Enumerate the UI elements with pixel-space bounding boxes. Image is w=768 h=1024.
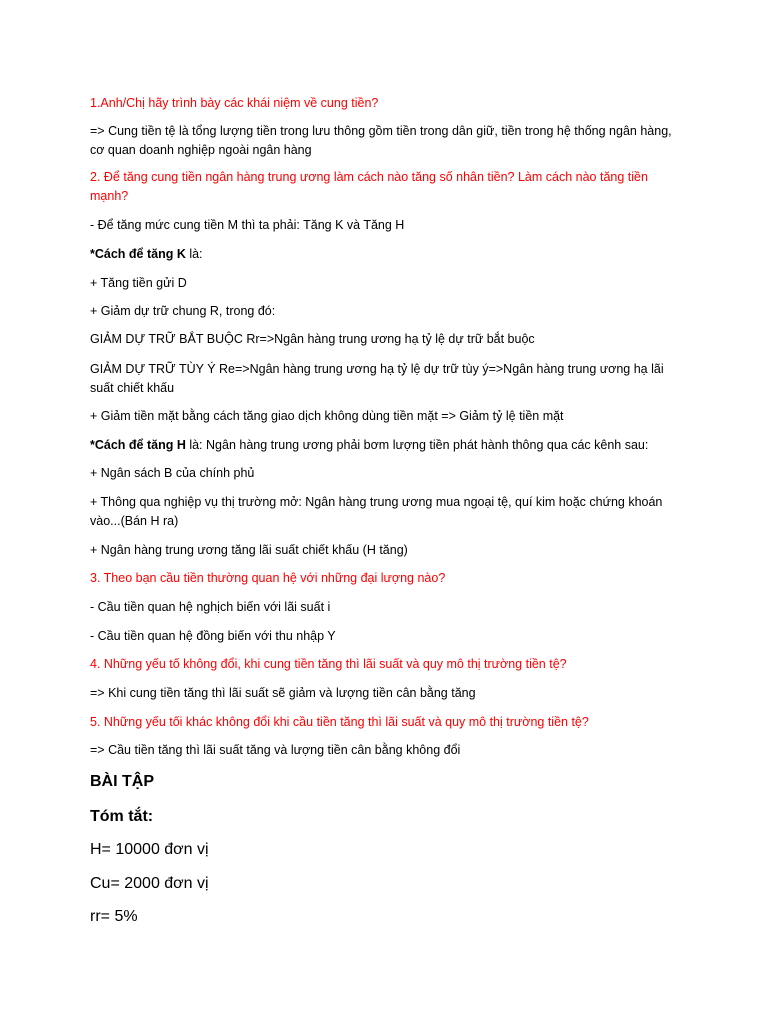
question-5: 5. Những yếu tối khác không đổi khi cầu tiền tăng thì lãi suất và quy mô thị trường tiền tệ? <box>90 715 589 729</box>
summary-title: Tóm tắt: <box>90 808 154 825</box>
question-4: 4. Những yếu tố không đổi, khi cung tiền tăng thì lãi suất và quy mô thị trường tiền tệ? <box>90 657 567 671</box>
h-item-2: + Thông qua nghiệp vụ thị trường mở: Ngân hàng trung ương mua ngoại tệ, quí kim hoặc chứng khoán vào...(Bán H ra) <box>90 495 663 528</box>
h-method-heading <box>90 436 680 455</box>
answer-3-1: - Cầu tiền quan hệ nghịch biến với lãi suất i <box>90 600 331 614</box>
answer-4: => Khi cung tiền tăng thì lãi suất sẽ giảm và lượng tiền cân bằng tăng <box>90 686 476 700</box>
h-method-heading-rest: là: Ngân hàng trung ương phải bơm lượng tiền phát hành thông qua các kênh sau: <box>185 438 649 452</box>
k-item-5: + Giảm tiền mặt bằng cách tăng giao dịch không dùng tiền mặt => Giảm tỷ lệ tiền mặt <box>90 409 564 423</box>
k-method-heading-rest: là: <box>185 247 203 261</box>
h-item-1: + Ngân sách B của chính phủ <box>90 466 255 480</box>
document-page <box>90 0 690 1024</box>
k-method-heading <box>90 245 680 264</box>
h-item-3: + Ngân hàng trung ương tăng lãi suất chiết khấu (H tăng) <box>90 543 408 557</box>
answer-5: => Cầu tiền tăng thì lãi suất tăng và lượng tiền cân bằng không đổi <box>90 743 461 757</box>
h-method-heading-bold: *Cách để tăng H <box>90 438 186 452</box>
k-item-1: + Tăng tiền gửi D <box>90 276 187 290</box>
k-method-heading-bold: *Cách để tăng K <box>90 247 186 261</box>
k-item-4: GIẢM DỰ TRỮ TÙY Ý Re=>Ngân hàng trung ương hạ tỷ lệ dự trữ tùy ý=>Ngân hàng trung ương hạ lãi suất chiết khấu <box>90 362 664 395</box>
answer-1: => Cung tiền tệ là tổng lượng tiền trong lưu thông gồm tiền trong dân giữ, tiền trong hệ thống ngân hàng, cơ quan doanh nghiệp ngoài ngân hàng <box>90 124 672 157</box>
answer-2-intro: - Để tăng mức cung tiền M thì ta phải: Tăng K và Tăng H <box>90 218 405 232</box>
question-2: 2. Để tăng cung tiền ngân hàng trung ương làm cách nào tăng số nhân tiền? Làm cách nào tăng tiền mạnh? <box>90 170 648 203</box>
given-cu: Cu= 2000 đơn vị <box>90 875 209 892</box>
answer-3-2: - Cầu tiền quan hệ đồng biến với thu nhập Y <box>90 629 336 643</box>
k-item-3: GIẢM DỰ TRỮ BẮT BUỘC Rr=>Ngân hàng trung ương hạ tỷ lệ dự trữ bắt buộc <box>90 332 535 346</box>
given-rr: rr= 5% <box>90 908 138 925</box>
exercise-title: BÀI TẬP <box>90 773 154 790</box>
given-h: H= 10000 đơn vị <box>90 841 209 858</box>
k-item-2: + Giảm dự trữ chung R, trong đó: <box>90 304 276 318</box>
question-3: 3. Theo bạn cầu tiền thường quan hệ với những đại lượng nào? <box>90 571 446 585</box>
question-1: 1.Anh/Chị hãy trình bày các khái niệm về cung tiền? <box>90 96 379 110</box>
